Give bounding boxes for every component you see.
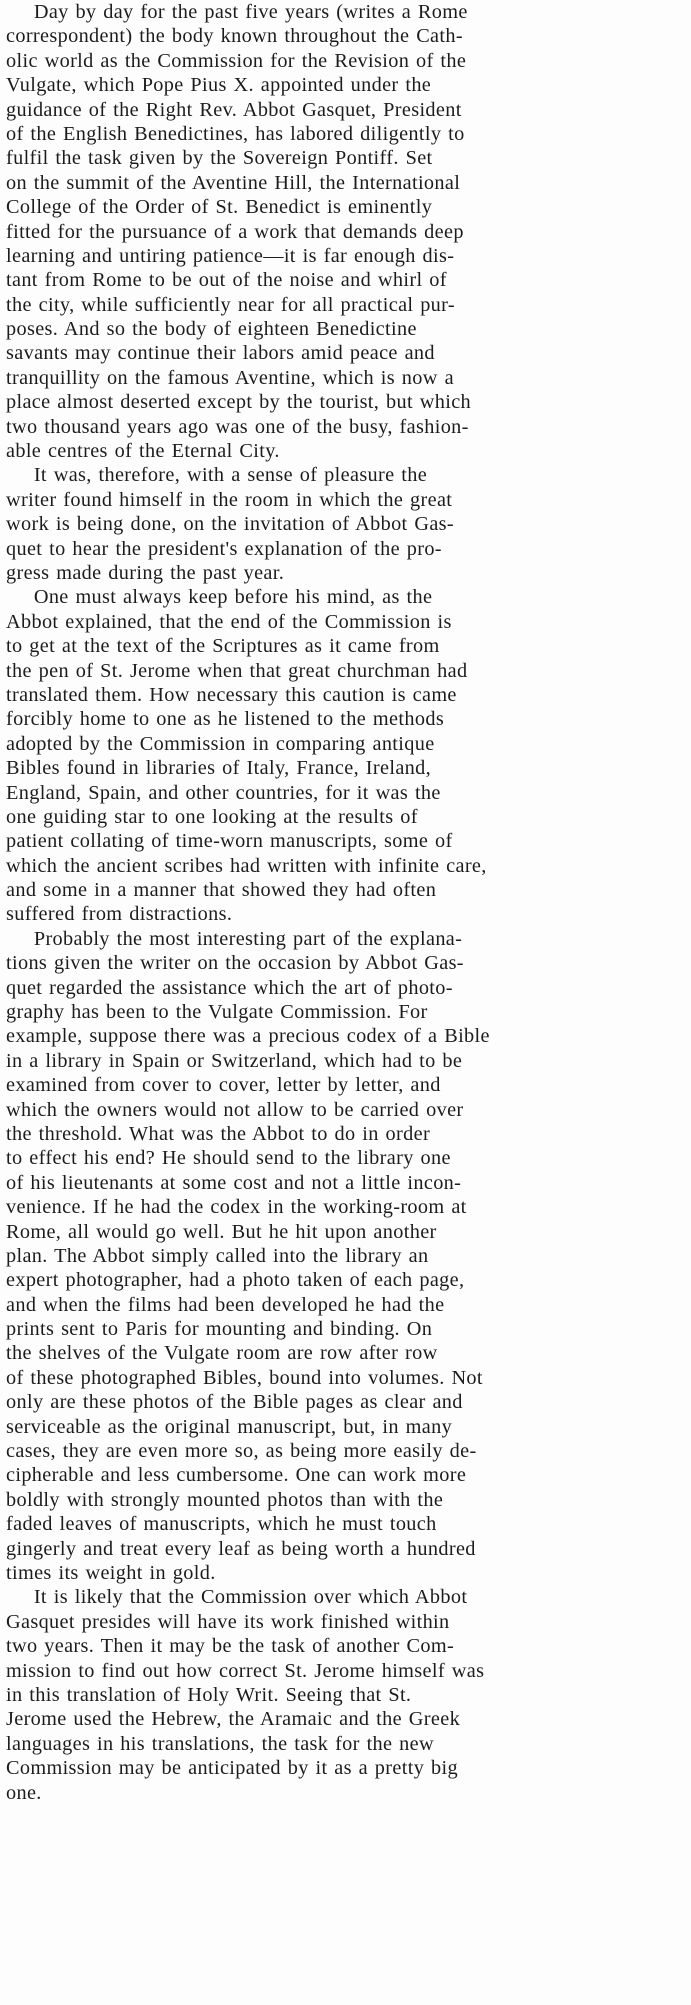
text-line: Day by day for the past five years (writes a Rome — [33, 1, 468, 23]
text-line: Rome, all would go well. But he hit upon another — [6, 1220, 437, 1243]
text-line: gress made during the past year. — [6, 561, 285, 584]
text-line: correspondent) the body known throughout the Cath- — [6, 25, 463, 48]
text-line: in this translation of Holy Writ. Seeing that St. — [6, 1683, 412, 1706]
text-line: two years. Then it may be the task of another Com- — [6, 1635, 455, 1658]
text-line: savants may continue their labors amid peace and — [6, 342, 435, 365]
text-line: which the owners would not allow to be carried over — [6, 1098, 464, 1121]
text-line: Bibles found in libraries of Italy, France, Ireland, — [6, 757, 432, 780]
text-line: prints sent to Paris for mounting and binding. On — [6, 1318, 433, 1341]
text-line: poses. And so the body of eighteen Benedictine — [6, 318, 417, 341]
text-line: suffered from distractions. — [6, 903, 233, 926]
article-paragraph — [6, 463, 686, 585]
text-line: guidance of the Right Rev. Abbot Gasquet, President — [6, 98, 462, 121]
text-line: in a library in Spain or Switzerland, which had to be — [6, 1049, 463, 1072]
text-line: quet regarded the assistance which the art of photo- — [6, 976, 453, 999]
text-line: the shelves of the Vulgate room are row after row — [6, 1342, 438, 1365]
text-line: languages in his translations, the task for the new — [6, 1732, 435, 1755]
text-line: to get at the text of the Scriptures as it came from — [6, 635, 440, 658]
text-line: one. — [6, 1781, 42, 1804]
text-line: It is likely that the Commission over which Abbot — [33, 1586, 468, 1609]
text-line: Vulgate, which Pope Pius X. appointed under the — [6, 74, 432, 97]
text-line: place almost deserted except by the tourist, but which — [6, 391, 472, 414]
text-line: two thousand years ago was one of the busy, fashion- — [6, 415, 469, 438]
text-line: gingerly and treat every leaf as being worth a hundred — [6, 1537, 476, 1560]
text-line: writer found himself in the room in which the great — [6, 488, 453, 511]
text-line: One must always keep before his mind, as the — [33, 586, 433, 609]
text-line: adopted by the Commission in comparing antique — [6, 732, 435, 755]
text-line: tant from Rome to be out of the noise and whirl of — [6, 269, 447, 292]
text-line: forcibly home to one as he listened to the methods — [6, 708, 445, 731]
text-line: only are these photos of the Bible pages as clear and — [6, 1391, 463, 1414]
text-line: Abbot explained, that the end of the Commission is — [6, 610, 452, 633]
text-line: boldly with strongly mounted photos than with the — [6, 1488, 444, 1511]
text-line: able centres of the Eternal City. — [6, 440, 280, 463]
text-line: serviceable as the original manuscript, but, in many — [6, 1415, 453, 1438]
text-line: England, Spain, and other countries, for it was the — [6, 781, 441, 804]
text-line: on the summit of the Aventine Hill, the International — [6, 171, 461, 194]
text-line: which the ancient scribes had written with infinite care, — [6, 854, 487, 877]
article-paragraph — [6, 585, 686, 926]
text-line: tions given the writer on the occasion by Abbot Gas- — [6, 952, 464, 975]
text-line: of these photographed Bibles, bound into volumes. Not — [6, 1366, 483, 1389]
article-paragraph — [6, 1585, 686, 1805]
text-line: learning and untiring patience—it is far enough dis- — [6, 244, 455, 267]
text-line: examined from cover to cover, letter by letter, and — [6, 1074, 441, 1097]
text-line: expert photographer, had a photo taken of each page, — [6, 1269, 465, 1292]
text-line: fitted for the pursuance of a work that demands deep — [6, 220, 464, 243]
text-line: example, suppose there was a precious codex of a Bible — [6, 1025, 490, 1048]
article-paragraph — [6, 0, 686, 463]
text-line: of the English Benedictines, has labored diligently to — [6, 122, 465, 145]
text-line: translated them. How necessary this caution is came — [6, 683, 457, 706]
text-line: the city, while sufficiently near for all practical pur- — [6, 293, 455, 316]
text-line: mission to find out how correct St. Jerome himself was — [6, 1659, 485, 1682]
text-line: times its weight in gold. — [6, 1562, 216, 1584]
text-line: faded leaves of manuscripts, which he must touch — [6, 1513, 437, 1536]
text-line: Commission may be anticipated by it as a pretty big — [6, 1757, 458, 1780]
text-line: Gasquet presides will have its work finished within — [6, 1610, 450, 1633]
article-paragraph — [6, 927, 686, 1586]
text-line: olic world as the Commission for the Revision of the — [6, 49, 467, 72]
text-line: venience. If he had the codex in the working-room at — [6, 1196, 467, 1219]
text-line: Probably the most interesting part of the explana- — [33, 927, 463, 950]
text-line: cases, they are even more so, as being more easily de- — [6, 1440, 477, 1463]
text-line: graphy has been to the Vulgate Commission. For — [6, 1001, 428, 1024]
text-line: one guiding star to one looking at the results of — [6, 805, 418, 828]
text-line: cipherable and less cumbersome. One can work more — [6, 1464, 467, 1487]
text-line: and when the films had been developed he had the — [6, 1293, 445, 1316]
text-line: work is being done, on the invitation of Abbot Gas- — [6, 513, 455, 536]
text-line: patient collating of time-worn manuscripts, some of — [6, 830, 453, 853]
text-line: fulfil the task given by the Sovereign Pontiff. Set — [6, 147, 433, 170]
text-line: and some in a manner that showed they had often — [6, 879, 437, 902]
text-line: quet to hear the president's explanation of the pro- — [6, 537, 442, 560]
text-line: the threshold. What was the Abbot to do in order — [6, 1122, 431, 1145]
text-line: the pen of St. Jerome when that great churchman had — [6, 659, 468, 682]
text-line: to effect his end? He should send to the library one — [6, 1147, 451, 1170]
text-line: It was, therefore, with a sense of pleasure the — [33, 464, 428, 487]
text-line: plan. The Abbot simply called into the library an — [6, 1244, 429, 1267]
text-line: Jerome used the Hebrew, the Aramaic and the Greek — [6, 1708, 461, 1731]
text-line: tranquillity on the famous Aventine, which is now a — [6, 366, 454, 389]
text-line: of his lieutenants at some cost and not a little incon- — [6, 1171, 462, 1194]
article-body — [6, 0, 686, 1805]
text-line: College of the Order of St. Benedict is eminently — [6, 196, 433, 219]
